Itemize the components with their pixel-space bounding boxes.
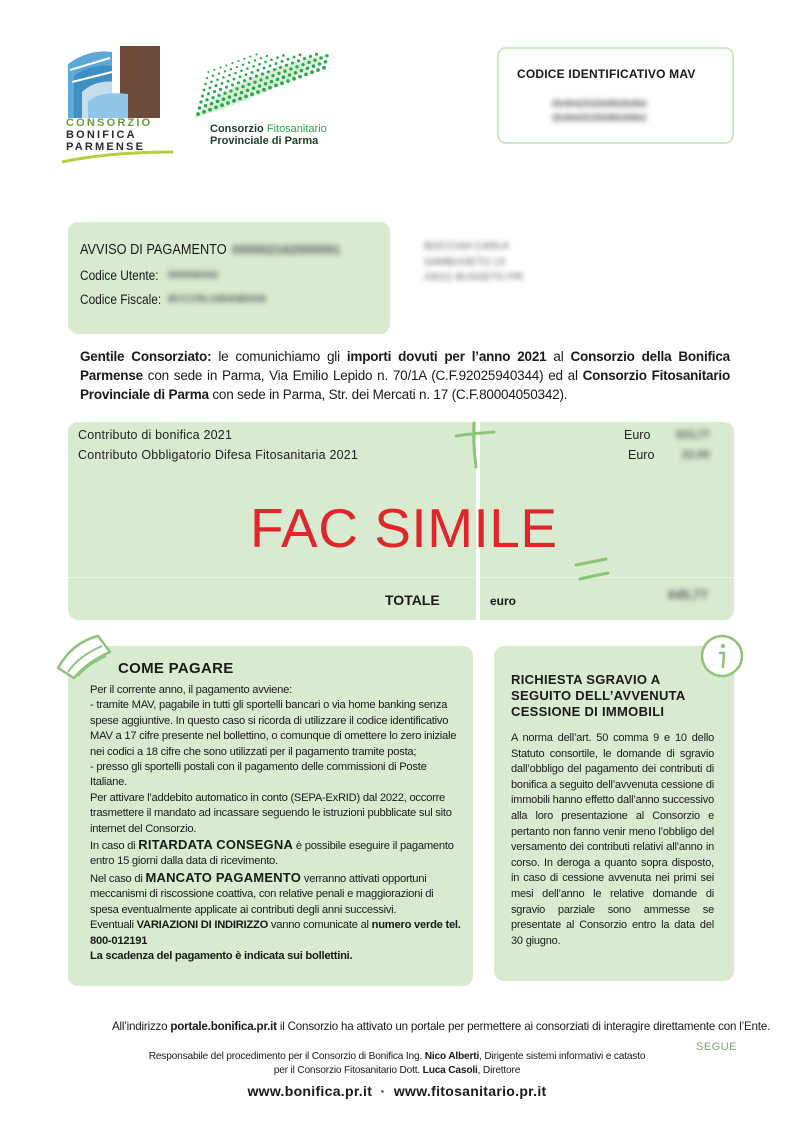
intro-bold: Consorzio Fitosanitario Provinciale di Parma — [80, 368, 730, 402]
intro-text: con sede in Parma, Via Emilio Lepido n. 70/1A (C.F.92025940344) ed al — [142, 368, 583, 383]
resp-text: , Direttore — [477, 1065, 521, 1076]
intro-paragraph — [80, 347, 730, 404]
body-emphasis: VARIAZIONI DI INDIRIZZO — [136, 919, 269, 932]
sgravio-body: A norma dell’art. 50 comma 9 e 10 dello Statuto consortile, le domande di sgravio dall’obbligo del pagamento dei contributi di bonifica a seguito dell’avvenuta cessione di immobili hanno effetto dall’anno successivo alla loro presentazione al Consorzio e pertanto non fanno venir meno l’obbligo del versamento dei contributi relativi all’anno in corso. In deroga a quanto sopra disposto, in caso di cessione avvenuta nei primi sei mesi dell’anno le relative domande di sgravio parziale sono ammesse se presentate al Consorzio entro la data del 30 giugno. — [511, 732, 714, 947]
body-text: è possibile eseguire il pagamento entro 15 giorni dalla data di ricevimento. — [90, 840, 454, 868]
intro-bold: Consorzio della Bonifica Parmense — [80, 349, 730, 383]
body-text: verranno attivati opportuni meccanismi di riscossione coattiva, con relative penali e maggiorazioni di spesa eventualmente applicate ai contributi degli anni successivi. — [90, 872, 434, 916]
logo-line: CONSORZIO — [66, 117, 153, 129]
contribution-currency: Euro — [628, 448, 655, 462]
codice-utente-label: Codice Utente: — [80, 268, 159, 283]
resp-name: Luca Casoli — [422, 1065, 478, 1076]
mav-code-line: 05494253558828366 — [552, 99, 647, 110]
consorzio-fitosanitario-logo-mark — [190, 52, 335, 122]
mav-code-line: 05494253558829962 — [552, 113, 647, 124]
body-paragraph: La scadenza del pagamento è indicata sui bollettini. — [90, 949, 353, 962]
body-emphasis: RITARDATA CONSEGNA — [138, 837, 294, 853]
resp-text: , Dirigente sistemi informativi e catasto — [479, 1051, 646, 1062]
codice-utente-value: 000006342 — [168, 270, 219, 281]
portal-text: All’indirizzo — [112, 1020, 171, 1033]
fac-simile-watermark: FAC SIMILE — [250, 497, 558, 559]
equals-icon — [570, 555, 612, 585]
body-paragraph — [90, 918, 462, 949]
consorzio-bonifica-logo-mark — [68, 46, 160, 118]
portal-note — [112, 1020, 770, 1033]
body-paragraph: Per attivare l’addebito automatico in conto (SEPA-ExRID) dal 2022, occorre trasmettere il mandato ad incassare seguendo le istruzioni pubblicate sul sito internet del Consorzio. — [90, 791, 452, 835]
totale-amount: 645,77 — [668, 587, 708, 602]
intro-greeting: Gentile Consorziato: — [80, 349, 212, 364]
resp-text: per il Consorzio Fitosanitario Dott. — [273, 1065, 423, 1076]
intro-text: le comunichiamo gli — [211, 349, 347, 364]
contributions-dotted-line — [68, 577, 734, 578]
recipient-street: SAMBOSETO 13 — [424, 256, 505, 268]
logo-word: Fitosanitario — [266, 123, 327, 135]
body-paragraph — [90, 837, 462, 870]
intro-text: con sede in Parma, Str. dei Mercati n. 17 (C.F.80004050342). — [208, 387, 568, 402]
logo-line: Provinciale di Parma — [210, 135, 319, 147]
consorzio-fitosanitario-logo-text — [210, 123, 327, 147]
avviso-title: AVVISO DI PAGAMENTO — [80, 241, 227, 258]
codice-fiscale-label: Codice Fiscale: — [80, 292, 162, 307]
logo-line: PARMENSE — [66, 141, 146, 153]
card-icon — [54, 632, 116, 682]
intro-bold: importi dovuti per l’anno 2021 — [346, 349, 547, 364]
body-text: In caso di — [90, 840, 139, 853]
body-paragraph: - tramite MAV, pagabile in tutti gli sportelli bancari o via home banking senza spese aggiuntive. In questo caso si ricorda di utilizzare il codice identificativo MAV a 17 cifre presente nel bollettino, o comunque di omettere lo zero iniziale nei codici a 18 cifre che sono utilizzati per il pagamento tramite posta; — [90, 699, 457, 758]
sgravio-title: RICHIESTA SGRAVIO A SEGUITO DELL’AVVENUTA CESSIONE DI IMMOBILI — [511, 672, 686, 719]
contribution-currency: Euro — [624, 428, 651, 442]
body-text: Nel caso di — [90, 872, 146, 885]
portal-text: il Consorzio ha attivato un portale per permettere ai consorziati di interagire direttamente con l’Ente. — [276, 1020, 771, 1033]
recipient-city: 43011 BUSSETO PR — [424, 271, 523, 283]
come-pagare-title: COME PAGARE — [118, 660, 234, 677]
logo-word: Consorzio — [210, 123, 264, 135]
totale-label: TOTALE — [385, 592, 440, 608]
plus-icon — [452, 420, 497, 470]
body-emphasis: numero verde tel. 800-012191 — [90, 919, 461, 947]
portal-link[interactable]: portale.bonifica.pr.it — [170, 1020, 277, 1033]
responsabile-line — [0, 1051, 794, 1062]
logo-line: BONIFICA — [66, 129, 137, 141]
contribution-label: Contributo Obbligatorio Difesa Fitosanitaria 2021 — [78, 448, 359, 462]
mav-title: CODICE IDENTIFICATIVO MAV — [517, 67, 696, 81]
body-emphasis: MANCATO PAGAMENTO — [145, 869, 302, 885]
body-paragraph: - presso gli sportelli postali con il pagamento delle commissioni di Poste Italiane. — [90, 761, 427, 789]
body-text: Eventuali — [90, 919, 137, 932]
come-pagare-body — [90, 683, 462, 964]
avviso-code: 000002162000091 — [232, 242, 341, 257]
body-paragraph: Per il corrente anno, il pagamento avviene: — [90, 684, 292, 696]
totale-currency: euro — [490, 594, 517, 608]
codice-fiscale-value: BCCCRL53E65B034I — [168, 294, 266, 305]
websites-line[interactable]: www.bonifica.pr.it · www.fitosanitario.pr.it — [247, 1083, 547, 1099]
contribution-label: Contributo di bonifica 2021 — [78, 428, 233, 442]
body-text: vanno comunicate al — [268, 919, 372, 932]
body-paragraph — [90, 870, 462, 918]
logo-swoosh — [60, 150, 175, 164]
recipient-name: BOCCHIA CARLA — [424, 240, 510, 252]
contribution-amount: 22,00 — [682, 449, 710, 461]
responsabile-line — [0, 1065, 794, 1076]
intro-text: al — [546, 349, 571, 364]
segue-label: SEGUE — [696, 1041, 738, 1053]
resp-text: Responsabile del procedimento per il Consorzio di Bonifica Ing. — [148, 1051, 425, 1062]
mav-code-box — [497, 47, 734, 144]
consorzio-bonifica-logo-text — [66, 117, 176, 153]
contribution-amount: 623,77 — [676, 429, 710, 441]
resp-name: Nico Alberti — [424, 1051, 480, 1062]
